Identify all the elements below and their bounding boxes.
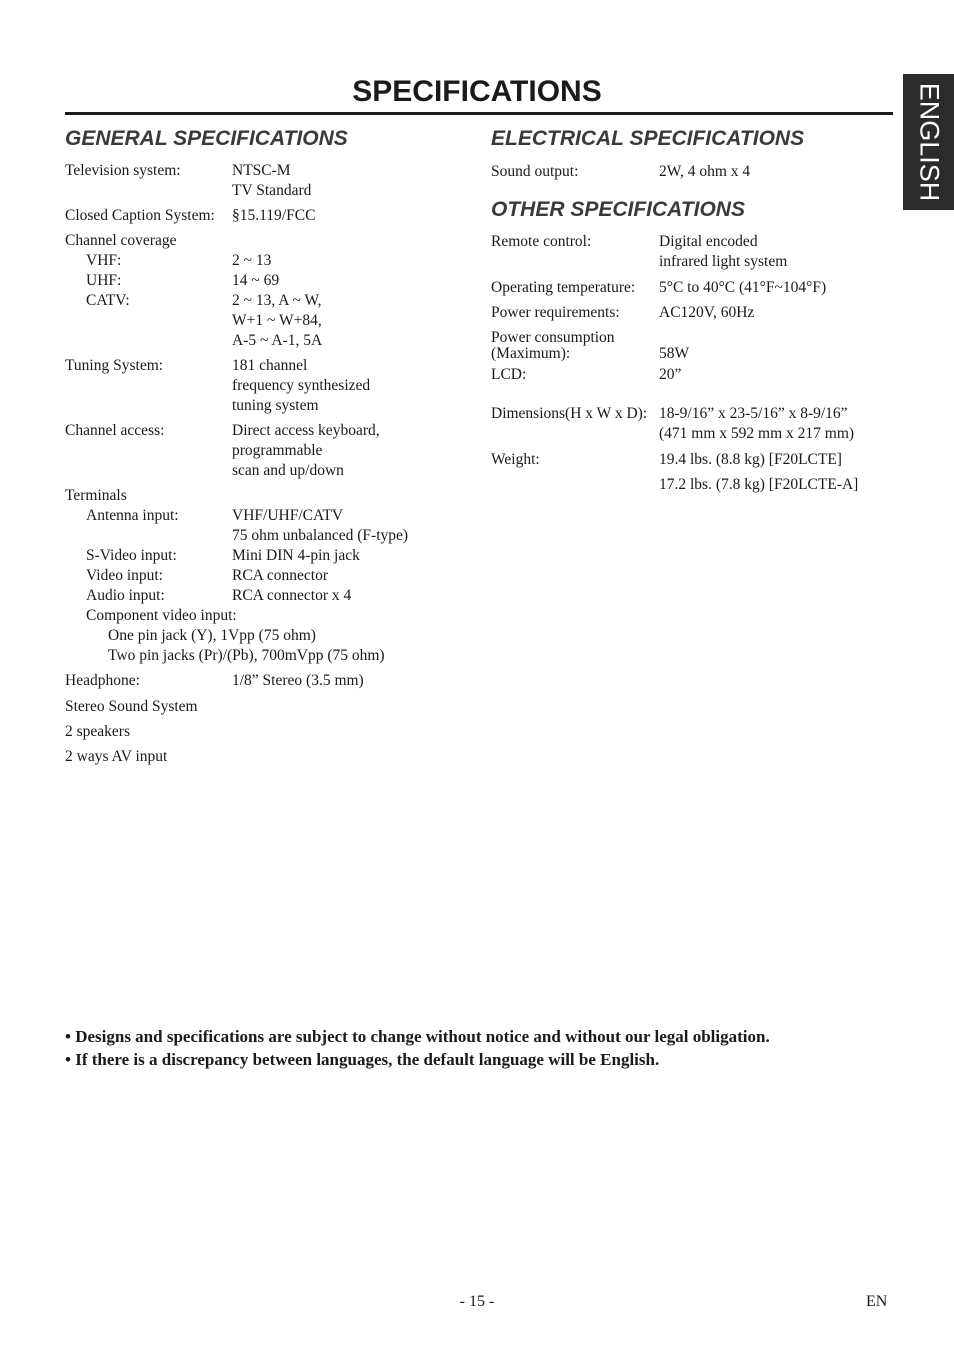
spec-value: RCA connector x 4 <box>232 587 352 604</box>
spec-label: Sound output: <box>491 163 579 180</box>
spec-value: 5°C to 40°C (41°F~104°F) <box>659 279 827 296</box>
spec-label: (Maximum): <box>491 345 571 362</box>
spec-value: 20” <box>659 366 682 383</box>
spec-value: 19.4 lbs. (8.8 kg) [F20LCTE] <box>659 451 842 468</box>
spec-value: W+1 ~ W+84, <box>232 312 322 329</box>
spec-value: 2 ~ 13 <box>232 252 272 269</box>
language-side-tab <box>903 74 954 210</box>
general-specifications-heading: GENERAL SPECIFICATIONS <box>65 127 348 150</box>
spec-value: Mini DIN 4-pin jack <box>232 547 360 564</box>
spec-label: Operating temperature: <box>491 279 636 296</box>
spec-value: VHF/UHF/CATV <box>232 507 344 524</box>
spec-value: Digital encoded <box>659 233 758 250</box>
spec-label: Remote control: <box>491 233 592 250</box>
spec-value: scan and up/down <box>232 462 344 479</box>
spec-label: Component video input: <box>86 607 237 624</box>
spec-value: Direct access keyboard, <box>232 422 380 439</box>
spec-value: frequency synthesized <box>232 377 371 394</box>
spec-label: Power requirements: <box>491 304 620 321</box>
spec-value: (471 mm x 592 mm x 217 mm) <box>659 425 855 442</box>
spec-value: AC120V, 60Hz <box>659 304 755 321</box>
spec-line: 2 ways AV input <box>65 748 168 765</box>
spec-value: One pin jack (Y), 1Vpp (75 ohm) <box>108 627 316 644</box>
spec-value: 1/8” Stereo (3.5 mm) <box>232 672 364 689</box>
spec-value: infrared light system <box>659 253 788 270</box>
spec-label: Audio input: <box>86 587 165 604</box>
spec-line: 2 speakers <box>65 723 130 740</box>
spec-value: programmable <box>232 442 323 459</box>
spec-value: §15.119/FCC <box>232 207 316 224</box>
disclaimer-note: • If there is a discrepancy between languages, the default language will be English. <box>65 1050 660 1069</box>
spec-line: Stereo Sound System <box>65 698 198 715</box>
spec-label: Dimensions(H x W x D): <box>491 405 648 422</box>
spec-label: LCD: <box>491 366 527 383</box>
spec-label: VHF: <box>86 252 122 269</box>
spec-value: tuning system <box>232 397 319 414</box>
spec-value: 2W, 4 ohm x 4 <box>659 163 751 180</box>
spec-label: Channel access: <box>65 422 165 439</box>
spec-label: Video input: <box>86 567 163 584</box>
title-rule <box>65 112 893 115</box>
page-title: SPECIFICATIONS <box>352 75 602 108</box>
spec-value: A-5 ~ A-1, 5A <box>232 332 323 349</box>
other-specifications-heading: OTHER SPECIFICATIONS <box>491 198 745 221</box>
spec-label: Tuning System: <box>65 357 164 374</box>
spec-value: Two pin jacks (Pr)/(Pb), 700mVpp (75 ohm) <box>108 647 385 664</box>
spec-value: 14 ~ 69 <box>232 272 280 289</box>
spec-label: Terminals <box>65 487 127 504</box>
spec-label: Weight: <box>491 451 540 468</box>
spec-value: RCA connector <box>232 567 328 584</box>
spec-value: 17.2 lbs. (7.8 kg) [F20LCTE-A] <box>659 476 859 493</box>
spec-label: Antenna input: <box>86 507 179 524</box>
spec-value: 58W <box>659 345 690 362</box>
spec-label: S-Video input: <box>86 547 177 564</box>
spec-value: 2 ~ 13, A ~ W, <box>232 292 322 309</box>
language-side-tab-label: ENGLISH <box>914 82 944 202</box>
electrical-specifications-heading: ELECTRICAL SPECIFICATIONS <box>491 127 805 150</box>
spec-value: 75 ohm unbalanced (F-type) <box>232 527 409 544</box>
spec-label: Headphone: <box>65 672 140 689</box>
disclaimer-note: • Designs and specifications are subject to change without notice and without our legal obligation. <box>65 1027 770 1046</box>
spec-value: TV Standard <box>232 182 312 199</box>
spec-label: Television system: <box>65 162 181 179</box>
spec-label: CATV: <box>86 292 130 309</box>
spec-label: Closed Caption System: <box>65 207 215 224</box>
spec-value: NTSC-M <box>232 162 291 179</box>
spec-label: Power consumption <box>491 329 615 346</box>
spec-label: UHF: <box>86 272 122 289</box>
spec-value: 181 channel <box>232 357 308 374</box>
spec-label: Channel coverage <box>65 232 177 249</box>
page-number: - 15 - <box>459 1293 495 1310</box>
language-code: EN <box>866 1293 888 1310</box>
spec-value: 18-9/16” x 23-5/16” x 8-9/16” <box>659 405 848 422</box>
